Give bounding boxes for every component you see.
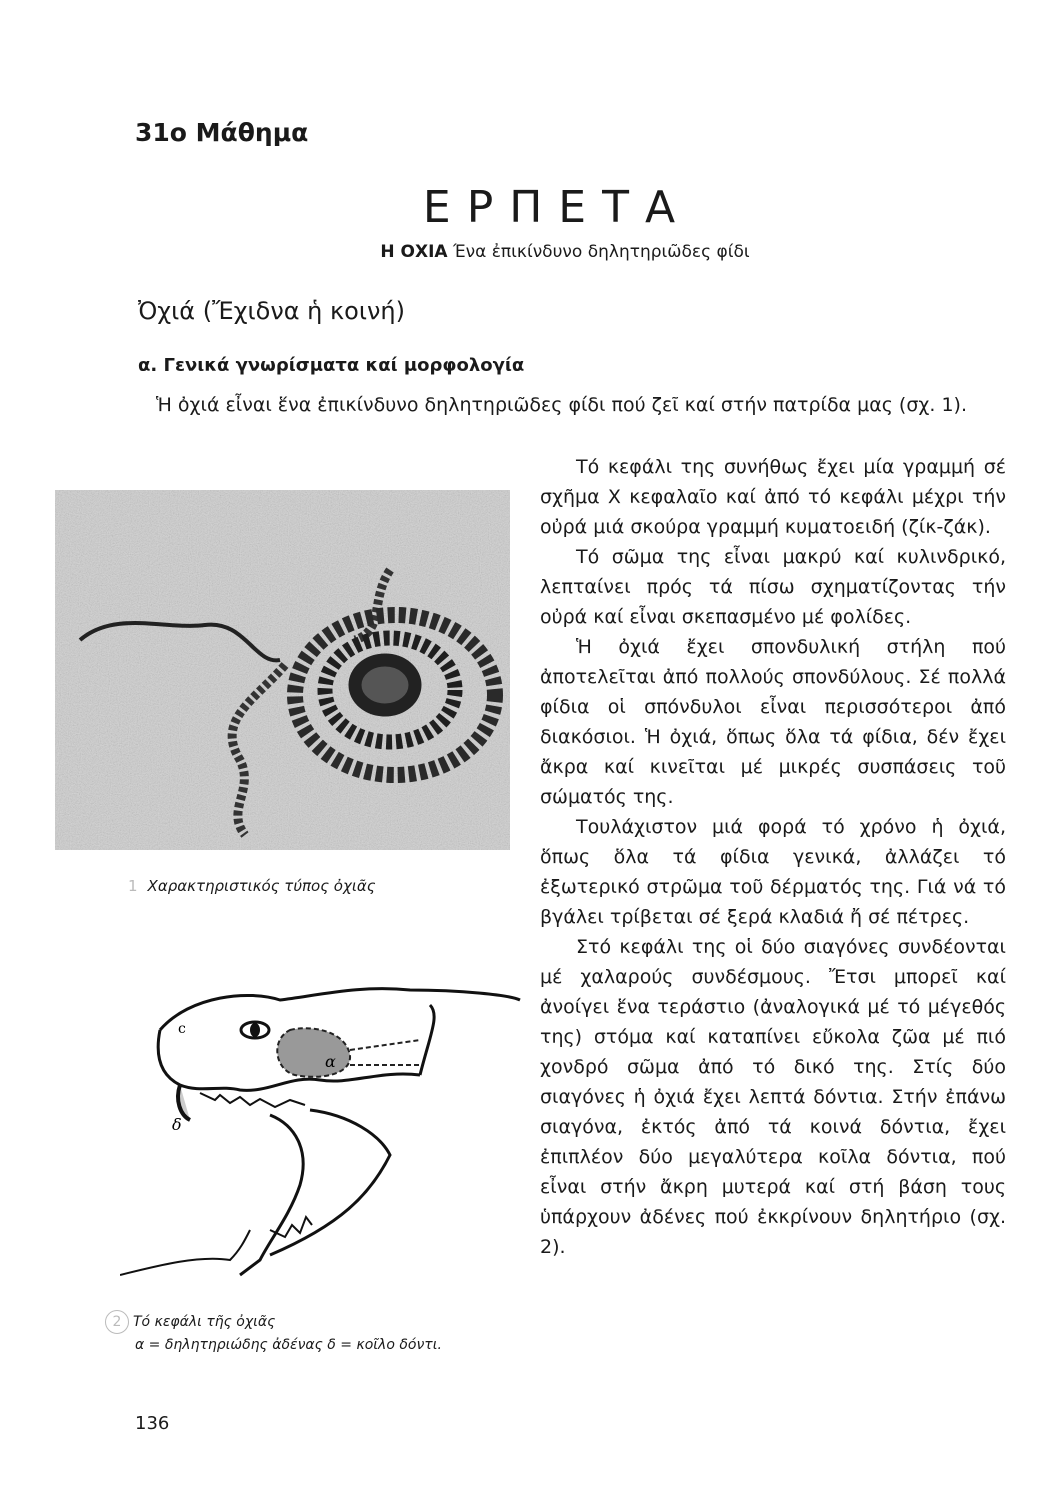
text-column <box>540 452 1006 1262</box>
label-c: c <box>178 1021 186 1037</box>
figure2-number: 2 <box>105 1310 129 1334</box>
paragraph: Τουλάχιστον μιά φορά τό χρόνο ἡ ὀχιά, ὅπως ὅλα τά φίδια γενικά, ἀλλάζει τό ἐξωτερικό στρῶμα τοῦ δέρματός της. Γιά νά τό βγάλει τρίβεται σέ ξερά κλαδιά ἤ σέ πέτρες. <box>540 816 1006 928</box>
figure1-caption <box>128 877 376 895</box>
label-d: δ <box>172 1115 182 1134</box>
section-title: α. Γενικά γνωρίσματα καί μορφολογία <box>138 355 525 376</box>
subtitle-rest: Ένα ἐπικίνδυνο δηλητηριῶδες φίδι <box>452 242 750 262</box>
paragraph: Στό κεφάλι της οἱ δύο σιαγόνες συνδέονται μέ χαλαρούς συνδέσμους. Ἔτσι μπορεῖ καί ἀνοίγει ἕνα τεράστιο (ἀναλογικά μέ τό μέγεθός της) στόμα καί καταπίνει εὔκολα ζῶα μέ πιό χονδρό σῶμα ἀπό τό δικό της. Στίς δύο σιαγόνες ἡ ὀχιά ἔχει λεπτά δόντια. Στήν ἐπάνω σιαγόνα, ἐκτός ἀπό τά κοινά δόντια, ἔχει ἐπιπλέον δύο μεγαλύτερα κοῖλα δόντια, πού εἶναι στήν ἄκρη μυτερά καί στή βάση τους ὑπάρχουν ἀδένες πού ἐκκρίνουν δηλητήριο (σχ. 2). <box>540 936 1006 1258</box>
page-number: 136 <box>135 1413 170 1434</box>
figure2-caption-line1: Τό κεφάλι τῆς ὀχιᾶς <box>133 1314 276 1330</box>
paragraph: Ἡ ὀχιά ἔχει σπονδυλική στήλη πού ἀποτελεῖται ἀπό πολλούς σπονδύλους. Σέ πολλά φίδια οἱ σπόνδυλοι εἶναι περισσότεροι ἀπό διακόσιοι. Ἡ ὀχιά, ὅπως ὅλα τά φίδια, δέν ἔχει ἄκρα καί κινεῖται μέ μικρές συσπάσεις τοῦ σώματός της. <box>540 636 1006 808</box>
figure2-caption-line2: α = δηλητηριώδης ἀδένας δ = κοῖλο δόντι. <box>135 1337 442 1353</box>
paragraph: Τό κεφάλι της συνήθως ἔχει μία γραμμή σέ σχῆμα Χ κεφαλαῖο καί ἀπό τό κεφάλι μέχρι τήν οὐρά μιά σκούρα γραμμή κυματοειδή (ζίκ-ζάκ). <box>540 456 1006 538</box>
figure1-caption-text: Χαρακτηριστικός τύπος ὀχιᾶς <box>147 877 376 895</box>
subtitle-bold: Η ΟΧΙΑ <box>380 242 448 262</box>
viper-head-diagram <box>120 975 530 1305</box>
figure2-caption <box>105 1310 442 1356</box>
intro-paragraph: Ἡ ὀχιά εἶναι ἕνα ἐπικίνδυνο δηλητηριῶδες φίδι πού ζεῖ καί στήν πατρίδα μας (σχ. 1). <box>156 394 967 416</box>
lesson-label: 31ο Μάθημα <box>135 118 309 147</box>
species-heading: Ὀχιά (Ἔχιδνα ἡ κοινή) <box>138 297 405 325</box>
page-title: ΕΡΠΕΤΑ <box>422 182 692 233</box>
label-a: α <box>325 1052 336 1071</box>
viper-photo <box>55 490 510 850</box>
figure1-number: 1 <box>128 877 138 895</box>
paragraph: Τό σῶμα της εἶναι μακρύ καί κυλινδρικό, λεπταίνει πρός τά πίσω σχηματίζοντας τήν οὐρά καί εἶναι σκεπασμένο μέ φολίδες. <box>540 546 1006 628</box>
subtitle <box>0 242 1050 262</box>
